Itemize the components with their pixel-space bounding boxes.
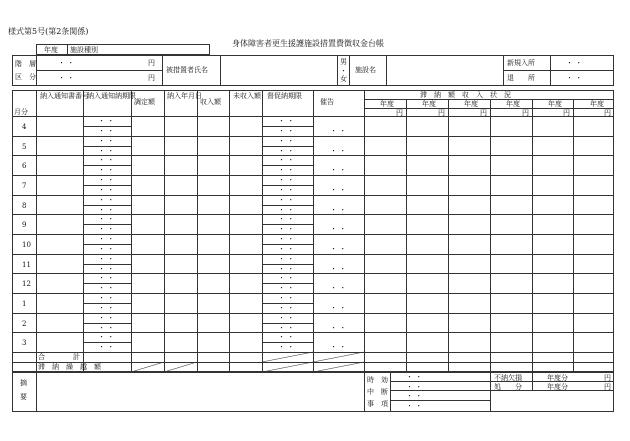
year-col-1: 年度 — [380, 100, 394, 108]
date-dots: ・ ・ — [98, 235, 115, 243]
date-dots: ・ ・ — [278, 313, 295, 322]
date-dots: ・ ・ — [278, 205, 295, 214]
validity-3: 事 項 — [367, 400, 388, 408]
date-dots: ・ ・ — [98, 323, 115, 332]
date-dots: ・ ・ — [278, 274, 295, 283]
demand-dots: ・ ・ — [330, 166, 347, 175]
date-dots: ・ ・ — [278, 176, 295, 184]
date-dots: ・ ・ — [278, 156, 295, 165]
validity-date-1: ・ ・ — [406, 373, 423, 381]
disposal-label: 処 分 — [494, 383, 522, 391]
payment-date-label: 納入年月日 — [167, 92, 202, 100]
person-name-label: 被措置者氏名 — [166, 66, 208, 74]
yen-col-2: 円 — [438, 109, 445, 117]
date-dots: ・ ・ — [278, 136, 295, 145]
demand-dots: ・ ・ — [330, 225, 347, 234]
date-dots: ・ ・ — [278, 185, 295, 194]
validity-date-2: ・ ・ — [406, 383, 423, 391]
gender-female: 女 — [340, 75, 347, 83]
date-dots: ・ ・ — [98, 284, 115, 293]
tier-dot-1: ・ ・ — [58, 59, 75, 67]
date-dots: ・ ・ — [98, 176, 115, 184]
year-col-5: 年度 — [548, 100, 562, 108]
date-dots: ・ ・ — [98, 225, 115, 234]
date-dots: ・ ・ — [98, 117, 115, 125]
demand-dots: ・ ・ — [330, 264, 347, 273]
validity-1: 時 効 — [367, 376, 388, 384]
date-dots: ・ ・ — [98, 303, 115, 312]
date-dots: ・ ・ — [278, 303, 295, 312]
date-dots: ・ ・ — [98, 244, 115, 253]
month-label: 6 — [22, 162, 27, 171]
date-dots: ・ ・ — [98, 136, 115, 145]
notice-label: 納入通知書番号 — [40, 92, 89, 100]
demand-dots: ・ ・ — [330, 343, 347, 352]
arrears-label: 滞 納 額 収 入 状 況 — [420, 91, 511, 99]
date-dots: ・ ・ — [278, 264, 295, 273]
strike-2 — [164, 362, 197, 372]
month-label: 10 — [22, 240, 31, 249]
demand-label: 催告 — [320, 98, 334, 106]
month-label: 9 — [22, 221, 27, 230]
year-col-3: 年度 — [464, 100, 478, 108]
date-dots: ・ ・ — [278, 254, 295, 263]
date-dots: ・ ・ — [98, 185, 115, 194]
deficit-label: 不納欠損 — [494, 374, 522, 382]
reminder-label: 督促納期限 — [267, 92, 302, 100]
strike-6 — [313, 352, 364, 362]
date-dots: ・ ・ — [98, 166, 115, 175]
month-label: 1 — [22, 299, 27, 308]
tier-yen-2: 円 — [148, 74, 155, 82]
date-dots: ・ ・ — [278, 284, 295, 293]
demand-dots: ・ ・ — [330, 205, 347, 214]
new-admission-date: ・ ・ — [566, 59, 583, 67]
month-label: 11 — [22, 260, 31, 269]
date-dots: ・ ・ — [278, 225, 295, 234]
month-label: 3 — [22, 339, 27, 348]
date-dots: ・ ・ — [98, 264, 115, 273]
demand-dots: ・ ・ — [330, 146, 347, 155]
tier-label-2: 区 分 — [15, 73, 36, 81]
year-label: 年度 — [44, 46, 58, 54]
date-dots: ・ ・ — [278, 126, 295, 135]
tier-yen-1: 円 — [148, 59, 155, 67]
carryover-label: 滞 納 繰 越 額 — [38, 363, 101, 371]
date-dots: ・ ・ — [98, 146, 115, 155]
month-label: 7 — [22, 181, 27, 190]
date-dots: ・ ・ — [98, 126, 115, 135]
date-dots: ・ ・ — [278, 294, 295, 302]
date-dots: ・ ・ — [98, 254, 115, 263]
unpaid-label: 未収入額 — [233, 92, 261, 100]
leave-label: 退 所 — [507, 74, 535, 82]
validity-2: 中 断 — [367, 388, 388, 396]
month-label: 12 — [22, 280, 31, 289]
strike-3 — [262, 362, 313, 372]
demand-dots: ・ ・ — [330, 284, 347, 293]
determined-label: 調定額 — [134, 98, 155, 106]
demand-dots: ・ ・ — [330, 323, 347, 332]
due-label: 納入通知納期限 — [87, 92, 136, 100]
strike-4 — [313, 362, 364, 372]
date-dots: ・ ・ — [98, 313, 115, 322]
date-dots: ・ ・ — [98, 215, 115, 224]
month-label: 5 — [22, 142, 27, 151]
summary-box — [12, 372, 614, 412]
demand-dots: ・ ・ — [330, 303, 347, 312]
yen-col-1: 円 — [396, 109, 403, 117]
date-dots: ・ ・ — [98, 333, 115, 342]
date-dots: ・ ・ — [98, 294, 115, 302]
tier-dot-2: ・ ・ — [58, 74, 75, 82]
strike-5 — [262, 352, 313, 362]
strike-1 — [131, 362, 164, 372]
date-dots: ・ ・ — [278, 235, 295, 243]
facility-name-label: 施設名 — [355, 66, 376, 74]
yen-col-6: 円 — [604, 109, 611, 117]
demand-dots: ・ ・ — [330, 244, 347, 253]
validity-date-4: ・ ・ — [406, 402, 423, 410]
tier-label-1: 階 層 — [15, 60, 36, 68]
gender-male: 男 — [340, 58, 347, 66]
month-unit: 月分 — [14, 108, 28, 116]
year-portion-2: 年度分 — [547, 383, 568, 391]
leave-date: ・ ・ — [566, 74, 583, 82]
received-label: 収入額 — [200, 98, 221, 106]
date-dots: ・ ・ — [278, 117, 295, 125]
date-dots: ・ ・ — [278, 215, 295, 224]
validity-date-3: ・ ・ — [406, 392, 423, 400]
date-dots: ・ ・ — [98, 274, 115, 283]
yen-col-3: 円 — [480, 109, 487, 117]
date-dots: ・ ・ — [278, 146, 295, 155]
year-col-6: 年度 — [590, 100, 604, 108]
date-dots: ・ ・ — [98, 205, 115, 214]
form-number: 様式第5号(第2条関係) — [8, 27, 89, 36]
demand-dots: ・ ・ — [330, 126, 347, 135]
yen-col-4: 円 — [522, 109, 529, 117]
month-label: 8 — [22, 201, 27, 210]
year-col-2: 年度 — [422, 100, 436, 108]
date-dots: ・ ・ — [278, 244, 295, 253]
year-col-4: 年度 — [506, 100, 520, 108]
date-dots: ・ ・ — [278, 166, 295, 175]
summary-label: 摘 要 — [20, 379, 27, 401]
page-title: 身体障害者更生援護施設措置費徴収金台帳 — [232, 39, 384, 48]
date-dots: ・ ・ — [278, 195, 295, 204]
date-dots: ・ ・ — [98, 156, 115, 165]
month-label: 4 — [22, 122, 27, 131]
yen-col-5: 円 — [563, 109, 570, 117]
new-admission-label: 新規入所 — [507, 59, 535, 67]
date-dots: ・ ・ — [278, 333, 295, 342]
demand-dots: ・ ・ — [330, 185, 347, 194]
total-label: 合 計 — [38, 353, 80, 361]
date-dots: ・ ・ — [98, 195, 115, 204]
facility-type-label: 施設種別 — [70, 46, 98, 54]
footer-yen-1: 円 — [604, 374, 611, 382]
gender-dot: ・ — [340, 67, 347, 75]
date-dots: ・ ・ — [278, 343, 295, 352]
month-label: 2 — [22, 319, 27, 328]
date-dots: ・ ・ — [98, 343, 115, 352]
year-portion-1: 年度分 — [547, 374, 568, 382]
footer-yen-2: 円 — [604, 383, 611, 391]
date-dots: ・ ・ — [278, 323, 295, 332]
